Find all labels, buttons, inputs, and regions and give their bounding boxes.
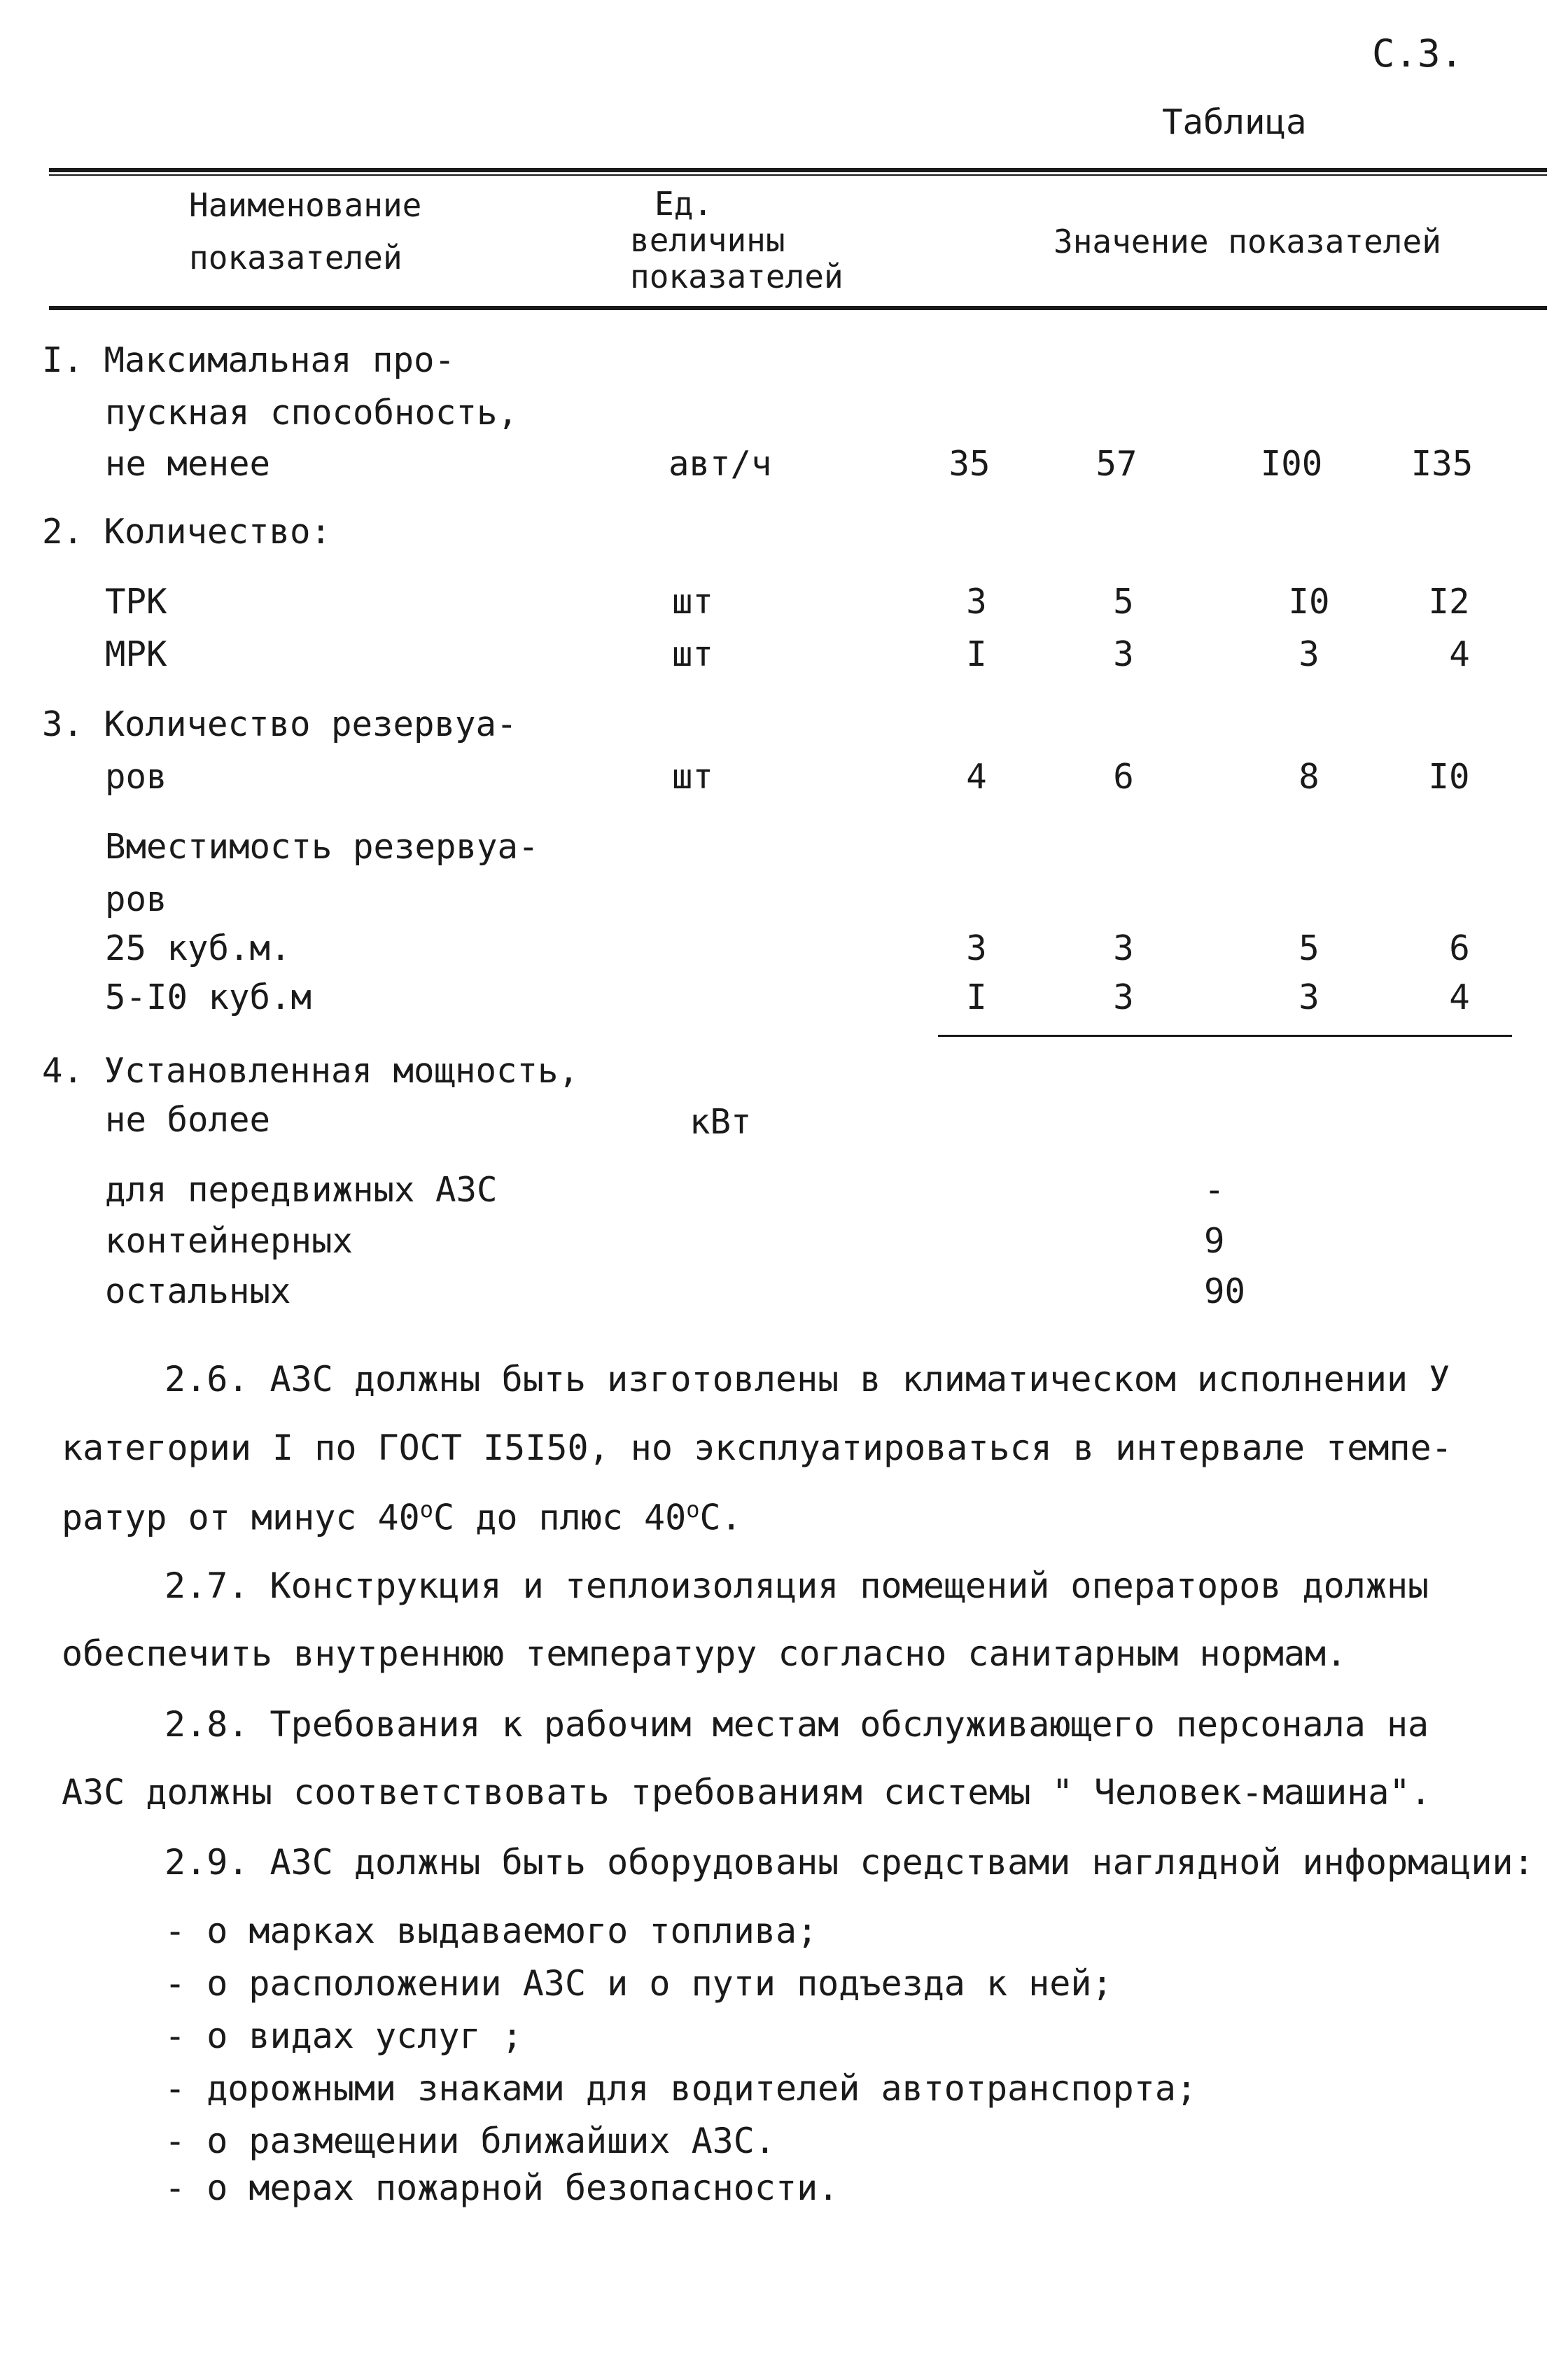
list-item: - о видах услуг ; [164,2016,523,2056]
list-item: - о расположении АЗС и о пути подъезда к ней; [164,1963,1113,2004]
paragraph-line: 2.8. Требования к рабочим местам обслуживающего персонала на [164,1704,1429,1745]
list-item: - дорожными знаками для водителей автотранспорта; [164,2068,1198,2109]
row-value: 3 [1298,977,1320,1017]
row-label: 25 куб.м. [105,928,291,968]
list-item: - о размещении ближайших АЗС. [164,2121,776,2161]
row-label: МРК [105,634,167,674]
row-label: для передвижных АЗС [105,1170,498,1210]
header-col2-line3: показателей [630,258,844,295]
row-label: ТРК [105,582,167,622]
paragraph-line: 2.7. Конструкция и теплоизоляция помещений операторов должны [164,1565,1429,1606]
row-unit: шт [672,634,714,674]
row-label: ров [105,879,167,919]
list-item: - о мерах пожарной безопасности. [164,2168,839,2208]
row-value: I [966,634,987,674]
paragraph-line: 2.9. АЗС должны быть оборудованы средствами наглядной информации: [164,1842,1534,1883]
row-value: 3 [1113,977,1134,1017]
row-value: 3 [1113,928,1134,968]
paragraph-line: АЗС должны соответствовать требованиям системы " Человек-машина". [62,1772,1432,1813]
header-col2-line2: величины [630,221,785,259]
page-number: С.3. [1372,32,1464,76]
header-col1-line1: Наименование [189,186,422,224]
row-label: 3. Количество резервуа- [42,704,517,744]
row-unit: кВт [690,1102,752,1142]
row-value: 4 [966,757,987,797]
row-value: 5 [1113,582,1134,622]
row-value: I35 [1410,444,1474,484]
list-item: - о марках выдаваемого топлива; [164,1911,818,1951]
header-bottom-rule [49,306,1547,310]
row-value: I [966,977,987,1017]
row-value: 35 [948,444,990,484]
row-value: 6 [1449,928,1470,968]
row-value: 8 [1298,757,1320,797]
row-value: 3 [966,582,987,622]
row-label: ров [105,757,167,797]
row-value: 90 [1204,1271,1246,1311]
row-label: 2. Количество: [42,512,332,552]
table-top-rule-thin [49,174,1547,176]
row-value: 57 [1096,444,1138,484]
row-value: - [1204,1170,1225,1210]
row-label: I. Максимальная про- [42,340,456,380]
row-label: 4. Установленная мощность, [42,1051,580,1091]
row-label: контейнерных [105,1221,354,1261]
row-value: 3 [1113,634,1134,674]
row-value: 3 [1298,634,1320,674]
row-value: 9 [1204,1221,1225,1261]
degree-sign: о [686,1496,700,1523]
paragraph-line: 2.6. АЗС должны быть изготовлены в климатическом исполнении У [164,1359,1450,1400]
row-value: I00 [1260,444,1323,484]
row-label: не более [105,1100,271,1140]
paragraph-line: обеспечить внутреннюю температуру согласно санитарным нормам. [62,1633,1348,1674]
row-label: не менее [105,444,271,484]
row-label: пускная способность, [105,393,519,433]
row-value: 4 [1449,977,1470,1017]
header-col1-line2: показателей [189,239,402,277]
degree-sign: о [419,1496,434,1523]
table-caption: Таблица [1162,102,1307,142]
row-value: I0 [1288,582,1330,622]
header-col3: Значение показателей [1054,223,1441,260]
paragraph-line: категории I по ГОСТ I5I50, но эксплуатироваться в интервале темпе- [62,1428,1452,1468]
row-label: 5-I0 куб.м [105,977,312,1017]
row-unit: авт/ч [668,444,772,484]
paragraph-line: ратур от минус $40^оС$ до плюс $40^оС$. [62,1496,742,1538]
row-value: 5 [1298,928,1320,968]
row-label: остальных [105,1271,291,1311]
row-value: 6 [1113,757,1134,797]
row-value: I0 [1428,757,1470,797]
row-value: 3 [966,928,987,968]
header-col2-line1: Ед. [654,185,713,223]
table-top-rule [49,168,1547,172]
row-label: Вместимость резервуа- [105,827,539,867]
values-underline [938,1035,1512,1037]
row-value: 4 [1449,634,1470,674]
row-value: I2 [1428,582,1470,622]
row-unit: шт [672,582,714,622]
row-unit: шт [672,757,714,797]
